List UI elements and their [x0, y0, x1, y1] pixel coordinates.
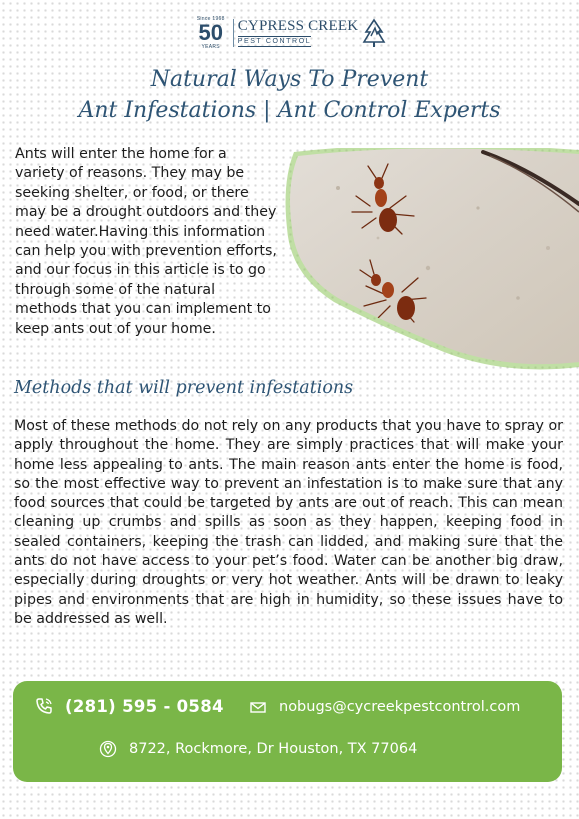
page-title	[0, 64, 579, 126]
envelope-icon	[249, 698, 267, 716]
email-link[interactable]	[249, 696, 520, 718]
email-address: nobugs@cycreekpestcontrol.com	[279, 699, 521, 715]
logo-since: Since 1968	[196, 16, 225, 22]
page-title-line-1: Natural Ways To Prevent	[150, 67, 429, 92]
phone-link[interactable]	[35, 695, 224, 717]
section-heading: Methods that will prevent infestations	[14, 378, 354, 398]
street-address: 8722, Rockmore, Dr Houston, TX 77064	[129, 741, 418, 757]
ants-photo	[278, 148, 579, 372]
anniversary-badge	[193, 16, 229, 50]
page-title-line-2: Ant Infestations | Ant Control Experts	[78, 98, 501, 123]
contact-footer	[13, 681, 562, 782]
phone-number: (281) 595 - 0584	[65, 696, 224, 716]
cypress-tree-icon	[362, 18, 386, 48]
logo-wordmark	[238, 19, 359, 47]
logo-years: YEARS	[201, 44, 220, 50]
map-pin-icon	[99, 740, 117, 758]
intro-paragraph: Ants will enter the home for a variety of reasons. They may be seeking shelter, or food, or there may be a drought outdoors and they need water.Having this information can help you with prevention efforts, and our focus in this article is to go through some of the natural methods that you can implement to keep ants out of your home.	[15, 146, 277, 337]
address-link[interactable]	[99, 738, 417, 760]
logo-brand-sub: PEST CONTROL	[237, 38, 312, 45]
body-paragraph: Most of these methods do not rely on any products that you have to spray or apply throughout the home. They are simply practices that will make your home less appealing to ants. The main reason ants enter the home is food, so the most effective way to prevent an infestation is to make sure that any food sources that could be targeted by ants are out of reach. This can mean cleaning up crumbs and spills as soon as they happen, keeping food in sealed containers, keeping the trash can lidded, and making sure that the ants do not have access to your pet’s food. Water can be another big draw, especially during droughts or very hot weather. Ants will be drawn to leaky pipes and environments that are high in humidity, so these issues have to be addressed as well.	[14, 418, 563, 627]
logo-brand-name: CYPRESS CREEK	[237, 18, 359, 34]
phone-icon	[35, 697, 53, 715]
company-logo[interactable]	[0, 14, 579, 52]
logo-50-number: 50	[198, 20, 223, 45]
logo-divider	[233, 19, 234, 47]
